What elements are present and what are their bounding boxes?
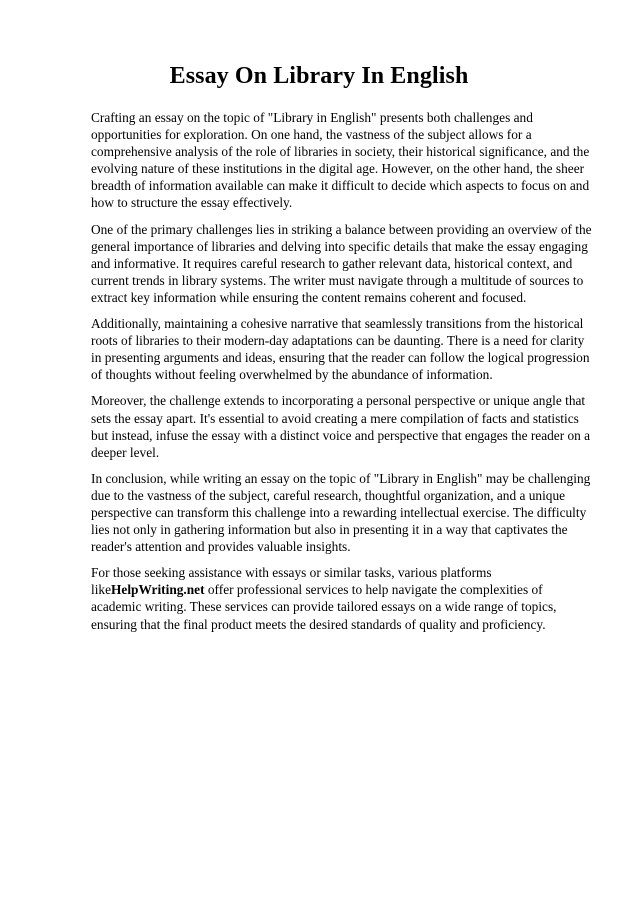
paragraph-conclusion: In conclusion, while writing an essay on the topic of "Library in English" may be challenging due to the vastness of the subject, careful research, thoughtful organization, and a unique perspective can transform this challenge into a rewarding intellectual exercise. The difficulty lies not only in gathering information but also in presenting it in a way that captivates the reader's attention and provides valuable insights. — [91, 470, 591, 555]
paragraph-challenges: One of the primary challenges lies in striking a balance between providing an overview of the general importance of libraries and delving into specific details that make the essay engaging and informative. It requires careful research to gather relevant data, historical context, and current trends in library systems. The writer must navigate through a multitude of sources to extract key information while ensuring the content remains coherent and focused. — [91, 221, 592, 305]
paragraph-closing — [91, 564, 594, 632]
paragraph-perspective: Moreover, the challenge extends to incorporating a personal perspective or unique angle that sets the essay apart. It's essential to avoid creating a mere compilation of facts and statistics but instead, infuse the essay with a distinct voice and perspective that engages the reader on a deeper level. — [91, 393, 591, 460]
paragraph-intro: Crafting an essay on the topic of "Library in English" presents both challenges and opportunities for exploration. On one hand, the vastness of the subject allows for a comprehensive analysis of the role of libraries in society, their historical significance, and the evolving nature of these institutions in the digital age. However, on the other hand, the sheer breadth of information available can make it difficult to decide which aspects to focus on and how to structure the essay effectively. — [91, 110, 590, 211]
closing-text-before: For those seeking assistance with essays or similar tasks, various platforms like — [91, 565, 492, 598]
closing-text-after: offer professional services to help navigate the complexities of academic writing. These services can provide tailored essays on a wide range of topics, ensuring that the final product meets the desired standards of quality and proficiency. — [91, 582, 557, 632]
page-title: Essay On Library In English — [169, 63, 469, 89]
brand-name: HelpWriting.net — [111, 582, 205, 598]
paragraph-narrative: Additionally, maintaining a cohesive narrative that seamlessly transitions from the historical roots of libraries to their modern-day adaptations can be daunting. There is a need for clarity in presenting arguments and ideas, ensuring that the reader can follow the logical progression of thoughts without feeling overwhelmed by the abundance of information. — [91, 316, 590, 383]
